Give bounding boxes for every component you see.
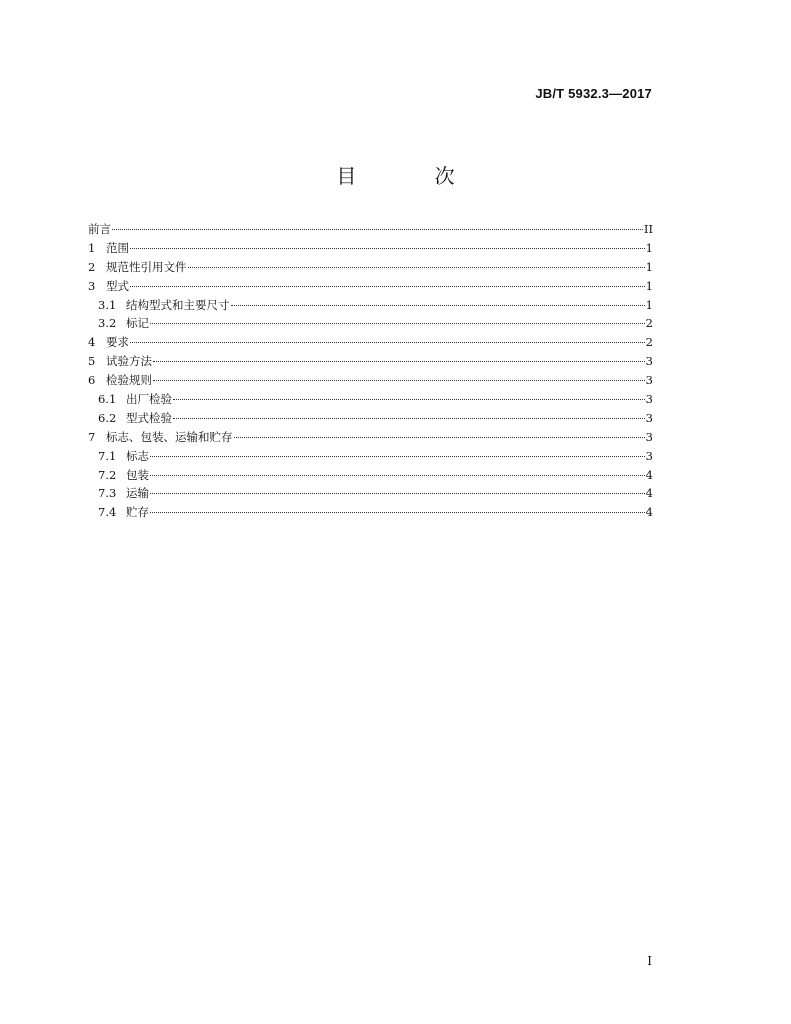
- dot-leader: [150, 323, 645, 324]
- toc-entry-label: 检验规则: [106, 373, 152, 388]
- dot-leader: [130, 342, 645, 343]
- dot-leader: [153, 380, 645, 381]
- toc-entry-label: 要求: [106, 335, 129, 350]
- toc-entry-label: 范围: [106, 240, 129, 255]
- toc-subentry[interactable]: [88, 447, 653, 466]
- toc-entry-number: 7.1: [98, 448, 117, 463]
- toc-entry-label: 运输: [126, 486, 149, 501]
- dot-leader: [150, 512, 645, 513]
- toc-entry-number: 1: [88, 240, 96, 255]
- toc-subentry[interactable]: [88, 484, 653, 503]
- page-title: 目 次: [336, 164, 491, 188]
- toc-entry-page: 4: [645, 505, 653, 520]
- dot-leader: [153, 361, 645, 362]
- toc-entry[interactable]: [88, 258, 653, 277]
- toc-entry[interactable]: [88, 333, 653, 352]
- toc-entry-label: 贮存: [126, 505, 149, 520]
- toc-entry-label: 试验方法: [106, 354, 152, 369]
- toc-entry-label: 前言: [88, 222, 111, 236]
- dot-leader: [150, 475, 645, 476]
- toc-entry-number: 4: [88, 335, 96, 350]
- toc-entry[interactable]: [88, 352, 653, 371]
- dot-leader: [130, 286, 645, 287]
- toc-entry-number: 6: [88, 373, 96, 388]
- toc-entry-number: 6.2: [98, 410, 117, 425]
- toc-subentry[interactable]: [88, 503, 653, 522]
- dot-leader: [231, 305, 645, 306]
- dot-leader: [173, 418, 645, 419]
- toc-entry-page: 3: [645, 429, 653, 444]
- toc-entry-number: 7.2: [98, 467, 117, 482]
- toc-entry-number: 7.4: [98, 505, 117, 520]
- dot-leader: [150, 493, 645, 494]
- dot-leader: [188, 267, 645, 268]
- toc-entry[interactable]: [88, 371, 653, 390]
- toc-entry-number: 5: [88, 354, 96, 369]
- toc-subentry[interactable]: [88, 314, 653, 333]
- toc-entry-page: 4: [645, 486, 653, 501]
- dot-leader: [112, 229, 643, 230]
- toc-entry-number: 2: [88, 259, 96, 274]
- toc-entry-label: 标志、包装、运输和贮存: [106, 429, 233, 444]
- toc-entry-page: 1: [645, 259, 653, 274]
- toc-entry-number: 6.1: [98, 392, 117, 407]
- toc-entry-label: 标记: [126, 316, 149, 331]
- toc-entry-page: 1: [645, 240, 653, 255]
- toc-subentry[interactable]: [88, 296, 653, 315]
- toc-entry-page: II: [643, 222, 653, 236]
- toc-entry-label: 标志: [126, 448, 149, 463]
- dot-leader: [234, 437, 645, 438]
- dot-leader: [150, 456, 645, 457]
- toc-entry-page: 3: [645, 392, 653, 407]
- toc-entry-page: 3: [645, 448, 653, 463]
- toc-entry-label: 型式: [106, 278, 129, 293]
- toc-entry[interactable]: [88, 239, 653, 258]
- toc-entry-page: 1: [645, 297, 653, 312]
- toc-entry-label: 规范性引用文件: [106, 259, 187, 274]
- page-number: I: [647, 954, 652, 968]
- toc-entry-label: 出厂检验: [126, 392, 172, 407]
- dot-leader: [173, 399, 645, 400]
- table-of-contents: [88, 220, 653, 522]
- toc-entry-label: 型式检验: [126, 410, 172, 425]
- toc-entry-label: 包装: [126, 467, 149, 482]
- toc-subentry[interactable]: [88, 409, 653, 428]
- toc-entry-page: 2: [645, 316, 653, 331]
- toc-entry-page: 2: [645, 335, 653, 350]
- toc-subentry[interactable]: [88, 390, 653, 409]
- toc-entry[interactable]: [88, 277, 653, 296]
- dot-leader: [130, 248, 645, 249]
- toc-entry-number: 3: [88, 278, 96, 293]
- toc-entry-label: 结构型式和主要尺寸: [126, 297, 230, 312]
- toc-subentry[interactable]: [88, 466, 653, 485]
- toc-entry-number: 3.1: [98, 297, 117, 312]
- toc-entry-page: 4: [645, 467, 653, 482]
- toc-entry[interactable]: [88, 428, 653, 447]
- toc-entry[interactable]: [88, 220, 653, 239]
- toc-entry-number: 7.3: [98, 486, 117, 501]
- toc-entry-number: 7: [88, 429, 96, 444]
- toc-entry-page: 1: [645, 278, 653, 293]
- standard-code: JB/T 5932.3—2017: [535, 86, 652, 101]
- toc-entry-page: 3: [645, 354, 653, 369]
- toc-entry-page: 3: [645, 373, 653, 388]
- toc-entry-number: 3.2: [98, 316, 117, 331]
- toc-entry-page: 3: [645, 410, 653, 425]
